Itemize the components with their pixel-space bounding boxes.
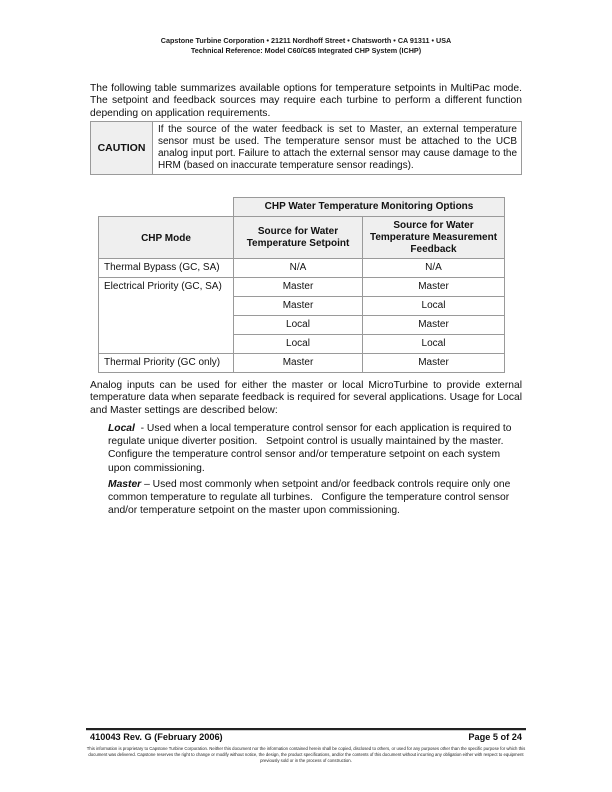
feedback-cell: N/A [363, 259, 505, 278]
caution-box [90, 121, 522, 175]
footer-page-number: Page 5 of 24 [468, 732, 522, 742]
feedback-cell: Local [363, 335, 505, 354]
setpoint-cell: Master [234, 278, 363, 297]
setpoint-cell: Master [234, 354, 363, 373]
table-row [99, 259, 505, 278]
feedback-cell: Master [363, 354, 505, 373]
footer-doc-id: 410043 Rev. G (February 2006) [90, 732, 223, 742]
column-header-feedback: Source for Water Temperature Measurement Feedback [363, 217, 505, 259]
footer-legal-notice: This information is proprietary to Capstone Turbine Corporation. Neither this document nor the information contained herein shall be copied, disclosed to others, or used for any purposes other than the specific purpose for which this document was delivered. Capstone reserves the right to change or modify without notice, the design, the product specifications, and/or the contents of this document without incurring any obligation either with respect to equipment previously sold or in the process of construction. [86, 746, 526, 763]
column-header-mode: CHP Mode [99, 217, 234, 259]
feedback-cell: Master [363, 278, 505, 297]
setpoint-cell: N/A [234, 259, 363, 278]
footer-divider-shadow [86, 730, 526, 731]
usage-master-text: – Used most commonly when setpoint and/or feedback controls require only one common temperature to regulate all turbines. Configure the temperature control sensor and/or temperature setpoint on the master upon commissioning. [108, 479, 514, 517]
mode-cell: Thermal Priority (GC only) [99, 354, 234, 373]
header-company-line: Capstone Turbine Corporation • 21211 Nordhoff Street • Chatsworth • CA 91311 • USA [160, 36, 452, 45]
column-header-setpoint: Source for Water Temperature Setpoint [234, 217, 363, 259]
mode-cell: Electrical Priority (GC, SA) [99, 278, 234, 354]
mode-cell: Thermal Bypass (GC, SA) [99, 259, 234, 278]
table-row [99, 354, 505, 373]
caution-label: CAUTION [91, 122, 153, 175]
usage-local-paragraph [108, 422, 520, 475]
feedback-cell: Master [363, 316, 505, 335]
usage-master-paragraph [108, 478, 520, 518]
blank-corner-cell [99, 198, 234, 217]
header-doc-title: Technical Reference: Model C60/C65 Integrated CHP System (ICHP) [190, 45, 422, 55]
usage-master-term: Master [108, 479, 142, 490]
usage-local-term: Local [108, 423, 135, 434]
setpoint-cell: Local [234, 316, 363, 335]
group-header: CHP Water Temperature Monitoring Options [234, 198, 505, 217]
feedback-cell: Local [363, 297, 505, 316]
table-row [99, 278, 505, 297]
intro-paragraph: The following table summarizes available options for temperature setpoints in MultiPac mode. The setpoint and feedback sources may require each turbine to perform a different function depending on application requirements. [90, 83, 522, 119]
setpoint-cell: Master [234, 297, 363, 316]
caution-text: If the source of the water feedback is set to Master, an external temperature sensor must be used. The temperature sensor must be attached to the UCB analog input port. Failure to attach the external sensor may cause damage to the HRM (based on inaccurate temperature sensor readings). [153, 122, 522, 175]
analog-inputs-paragraph: Analog inputs can be used for either the master or local MicroTurbine to provide external temperature data when separate feedback is required for several applications. Usage for Local and Master settings are described below: [90, 380, 522, 416]
temperature-options-table [98, 197, 505, 373]
usage-local-text: - Used when a local temperature control sensor for each application is required to regulate unique diverter position. Setpoint control is usually maintained by the master. Configure the temperature control sensor and/or temperature setpoint on each system upon commissioning. [108, 423, 515, 474]
page-header [0, 36, 612, 55]
setpoint-cell: Local [234, 335, 363, 354]
